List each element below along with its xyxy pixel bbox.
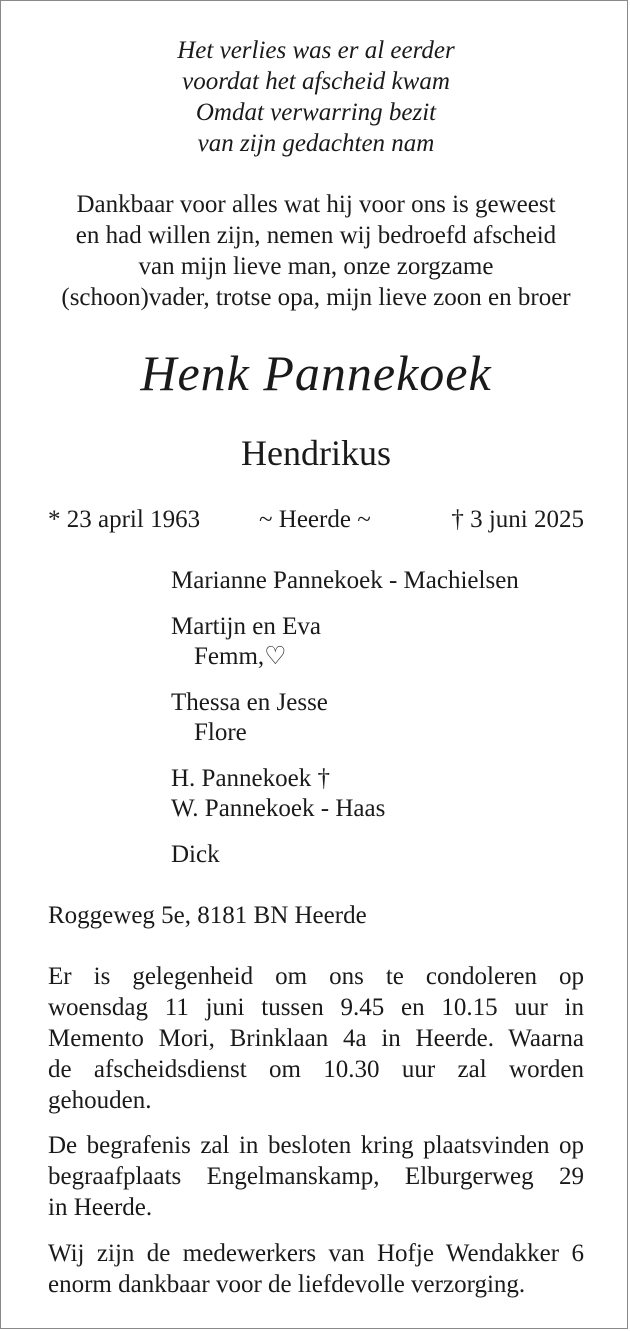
grandchild: Femm,♡ xyxy=(194,643,287,670)
family-group xyxy=(171,688,519,748)
address: Roggeweg 5e, 8181 BN Heerde xyxy=(48,902,367,929)
death-date: † 3 juni 2025 xyxy=(451,506,584,533)
paragraph-line: woensdag 11 juni tussen 9.45 en 10.15 uur in xyxy=(48,994,584,1021)
family-member: Thessa en Jesse xyxy=(171,689,328,716)
intro-line: van mijn lieve man, onze zorgzame xyxy=(138,253,494,280)
poem-line: voordat het afscheid kwam xyxy=(182,68,450,95)
family-member: Dick xyxy=(171,841,220,868)
intro-line: en had willen zijn, nemen wij bedroefd afscheid xyxy=(75,222,557,249)
paragraph-line: in Heerde. xyxy=(48,1194,153,1221)
paragraph-line: de afscheidsdienst om 10.30 uur zal worden xyxy=(48,1056,584,1083)
grandchild: Flore xyxy=(194,719,247,746)
family-group xyxy=(171,566,519,596)
family-member: W. Pannekoek - Haas xyxy=(171,795,386,822)
family-group xyxy=(171,612,519,672)
family-group xyxy=(171,764,519,824)
family-member: Marianne Pannekoek - Machielsen xyxy=(171,567,519,594)
paragraph-line: Wij zijn de medewerkers van Hofje Wendakker 6 xyxy=(48,1240,584,1267)
birth-date: * 23 april 1963 xyxy=(48,506,201,533)
intro-line: Dankbaar voor alles wat hij voor ons is geweest xyxy=(76,191,556,218)
poem-line: Het verlies was er al eerder xyxy=(177,37,455,64)
poem-line: Omdat verwarring bezit xyxy=(195,99,437,126)
paragraph-line: begraafplaats Engelmanskamp, Elburgerweg 29 xyxy=(48,1163,584,1190)
family-list xyxy=(171,566,519,886)
deceased-name: Henk Pannekoek xyxy=(140,345,492,401)
poem xyxy=(1,35,630,159)
family-group xyxy=(171,840,519,870)
paragraph-line: gehouden. xyxy=(48,1087,152,1114)
paragraph-line: enorm dankbaar voor de liefdevolle verzorging. xyxy=(48,1271,526,1298)
intro-line: (schoon)vader, trotse opa, mijn lieve zoon en broer xyxy=(61,284,571,311)
deceased-given-name: Hendrikus xyxy=(241,433,391,473)
family-member: H. Pannekoek † xyxy=(171,765,330,792)
intro-text xyxy=(1,189,630,313)
poem-line: van zijn gedachten nam xyxy=(197,130,435,157)
funeral-paragraph xyxy=(48,1130,584,1223)
paragraph-line: De begrafenis zal in besloten kring plaatsvinden op xyxy=(48,1132,584,1159)
paragraph-line: Memento Mori, Brinklaan 4a in Heerde. Waarna xyxy=(48,1025,584,1052)
family-member: Martijn en Eva xyxy=(171,613,321,640)
place: ~ Heerde ~ xyxy=(259,506,371,533)
condolence-paragraph xyxy=(48,961,584,1116)
thanks-paragraph xyxy=(48,1238,584,1300)
paragraph-line: Er is gelegenheid om ons te condoleren op xyxy=(48,963,584,990)
